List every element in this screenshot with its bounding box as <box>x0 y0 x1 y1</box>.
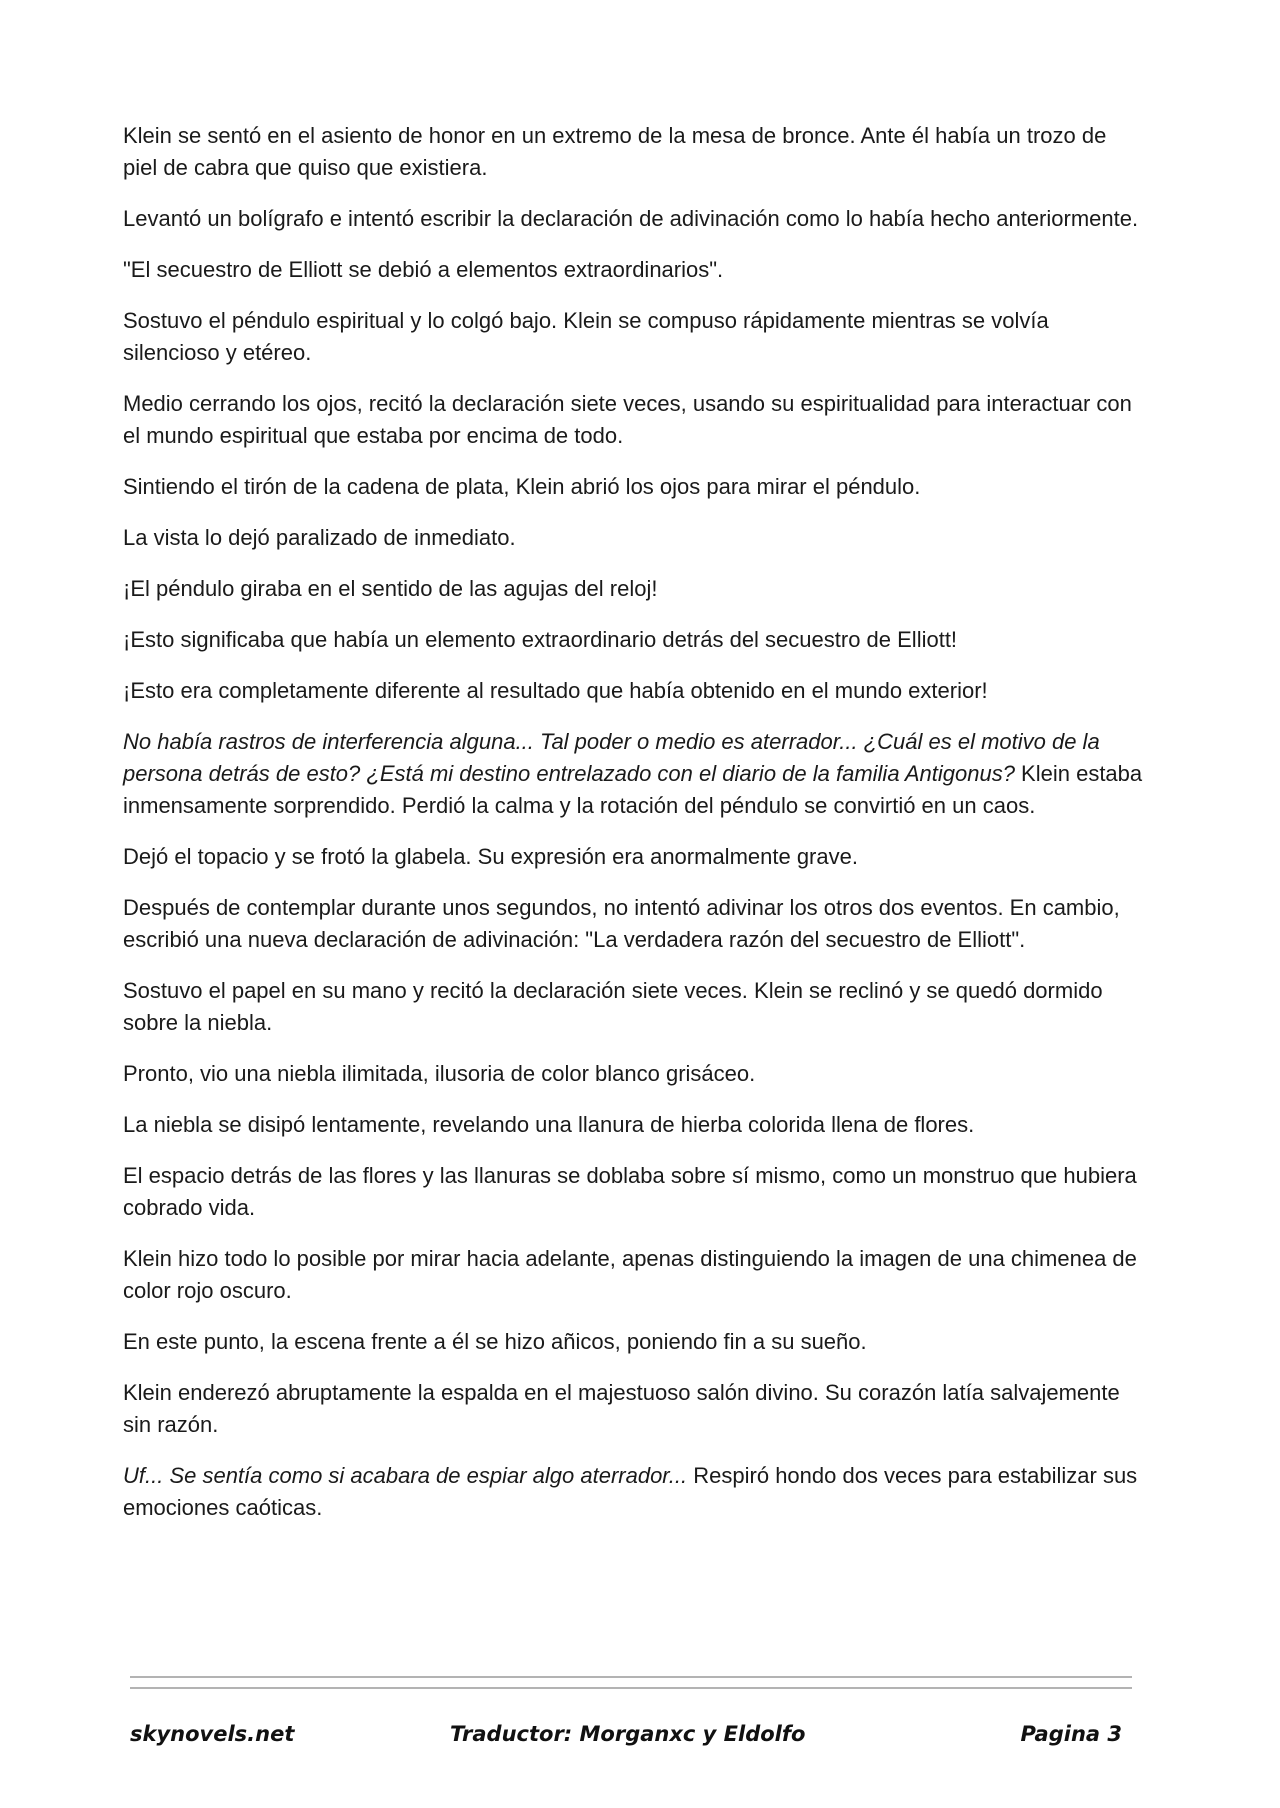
paragraph <box>123 471 1143 503</box>
paragraph <box>123 1326 1143 1358</box>
text-run: "El secuestro de Elliott se debió a elementos extraordinarios". <box>123 257 724 282</box>
text-run: Klein hizo todo lo posible por mirar hacia adelante, apenas distinguiendo la imagen de una chimenea de color rojo oscuro. <box>123 1246 1137 1303</box>
text-run: El espacio detrás de las flores y las llanuras se doblaba sobre sí mismo, como un monstruo que hubiera cobrado vida. <box>123 1163 1137 1220</box>
footer-translator: Traductor: Morganxc y Eldolfo <box>450 1722 806 1746</box>
paragraph <box>123 624 1143 656</box>
italic-text: Uf... Se sentía como si acabara de espiar algo aterrador... <box>123 1463 688 1488</box>
footer-page-number: Pagina 3 <box>1020 1722 1122 1746</box>
paragraph <box>123 892 1143 956</box>
paragraph <box>123 1460 1143 1524</box>
footer-divider <box>130 1676 1132 1689</box>
text-run: Dejó el topacio y se frotó la glabela. Su expresión era anormalmente grave. <box>123 844 858 869</box>
text-run: La vista lo dejó paralizado de inmediato. <box>123 525 516 550</box>
text-run: ¡El péndulo giraba en el sentido de las agujas del reloj! <box>123 576 658 601</box>
text-run: En este punto, la escena frente a él se hizo añicos, poniendo fin a su sueño. <box>123 1329 867 1354</box>
text-run: Klein estaba inmensamente sorprendido. Perdió la calma y la rotación del péndulo se convirtió en un caos. <box>123 761 1143 818</box>
page-footer <box>130 1717 1132 1751</box>
footer-site: skynovels.net <box>130 1722 295 1746</box>
paragraph <box>123 1377 1143 1441</box>
paragraph <box>123 1109 1143 1141</box>
text-run: Respiró hondo dos veces para estabilizar sus emociones caóticas. <box>123 1463 1138 1520</box>
footer-rule-bottom <box>130 1687 1132 1689</box>
paragraph <box>123 1160 1143 1224</box>
paragraph <box>123 305 1143 369</box>
paragraph <box>123 120 1143 184</box>
text-run: Después de contemplar durante unos segundos, no intentó adivinar los otros dos eventos. En cambio, escribió una nueva declaración de adivinación: "La verdadera razón del secuestro de Elliott". <box>123 895 1120 952</box>
text-run: La niebla se disipó lentamente, revelando una llanura de hierba colorida llena de flores. <box>123 1112 975 1137</box>
paragraph <box>123 388 1143 452</box>
footer-rule-top <box>130 1676 1132 1678</box>
paragraph <box>123 254 1143 286</box>
text-run: ¡Esto significaba que había un elemento extraordinario detrás del secuestro de Elliott! <box>123 627 958 652</box>
paragraph <box>123 203 1143 235</box>
text-run: Klein enderezó abruptamente la espalda en el majestuoso salón divino. Su corazón latía salvajemente sin razón. <box>123 1380 1120 1437</box>
text-run: Sostuvo el papel en su mano y recitó la declaración siete veces. Klein se reclinó y se quedó dormido sobre la niebla. <box>123 978 1103 1035</box>
page-body <box>123 120 1143 1543</box>
paragraph <box>123 522 1143 554</box>
text-run: Medio cerrando los ojos, recitó la declaración siete veces, usando su espiritualidad para interactuar con el mundo espiritual que estaba por encima de todo. <box>123 391 1132 448</box>
paragraph <box>123 573 1143 605</box>
text-run: Pronto, vio una niebla ilimitada, ilusoria de color blanco grisáceo. <box>123 1061 756 1086</box>
text-run: Klein se sentó en el asiento de honor en un extremo de la mesa de bronce. Ante él había un trozo de piel de cabra que quiso que existiera. <box>123 123 1107 180</box>
text-run: ¡Esto era completamente diferente al resultado que había obtenido en el mundo exterior! <box>123 678 988 703</box>
paragraph <box>123 675 1143 707</box>
text-run: Sintiendo el tirón de la cadena de plata, Klein abrió los ojos para mirar el péndulo. <box>123 474 921 499</box>
paragraph <box>123 1058 1143 1090</box>
paragraph <box>123 1243 1143 1307</box>
paragraph <box>123 726 1143 822</box>
paragraph <box>123 841 1143 873</box>
italic-text: No había rastros de interferencia alguna... Tal poder o medio es aterrador... ¿Cuál es el motivo de la persona detrás de esto? ¿Está mi destino entrelazado con el diario de la familia Antigonus? <box>123 729 1100 786</box>
paragraph <box>123 975 1143 1039</box>
text-run: Sostuvo el péndulo espiritual y lo colgó bajo. Klein se compuso rápidamente mientras se volvía silencioso y etéreo. <box>123 308 1049 365</box>
text-run: Levantó un bolígrafo e intentó escribir la declaración de adivinación como lo había hecho anteriormente. <box>123 206 1139 231</box>
